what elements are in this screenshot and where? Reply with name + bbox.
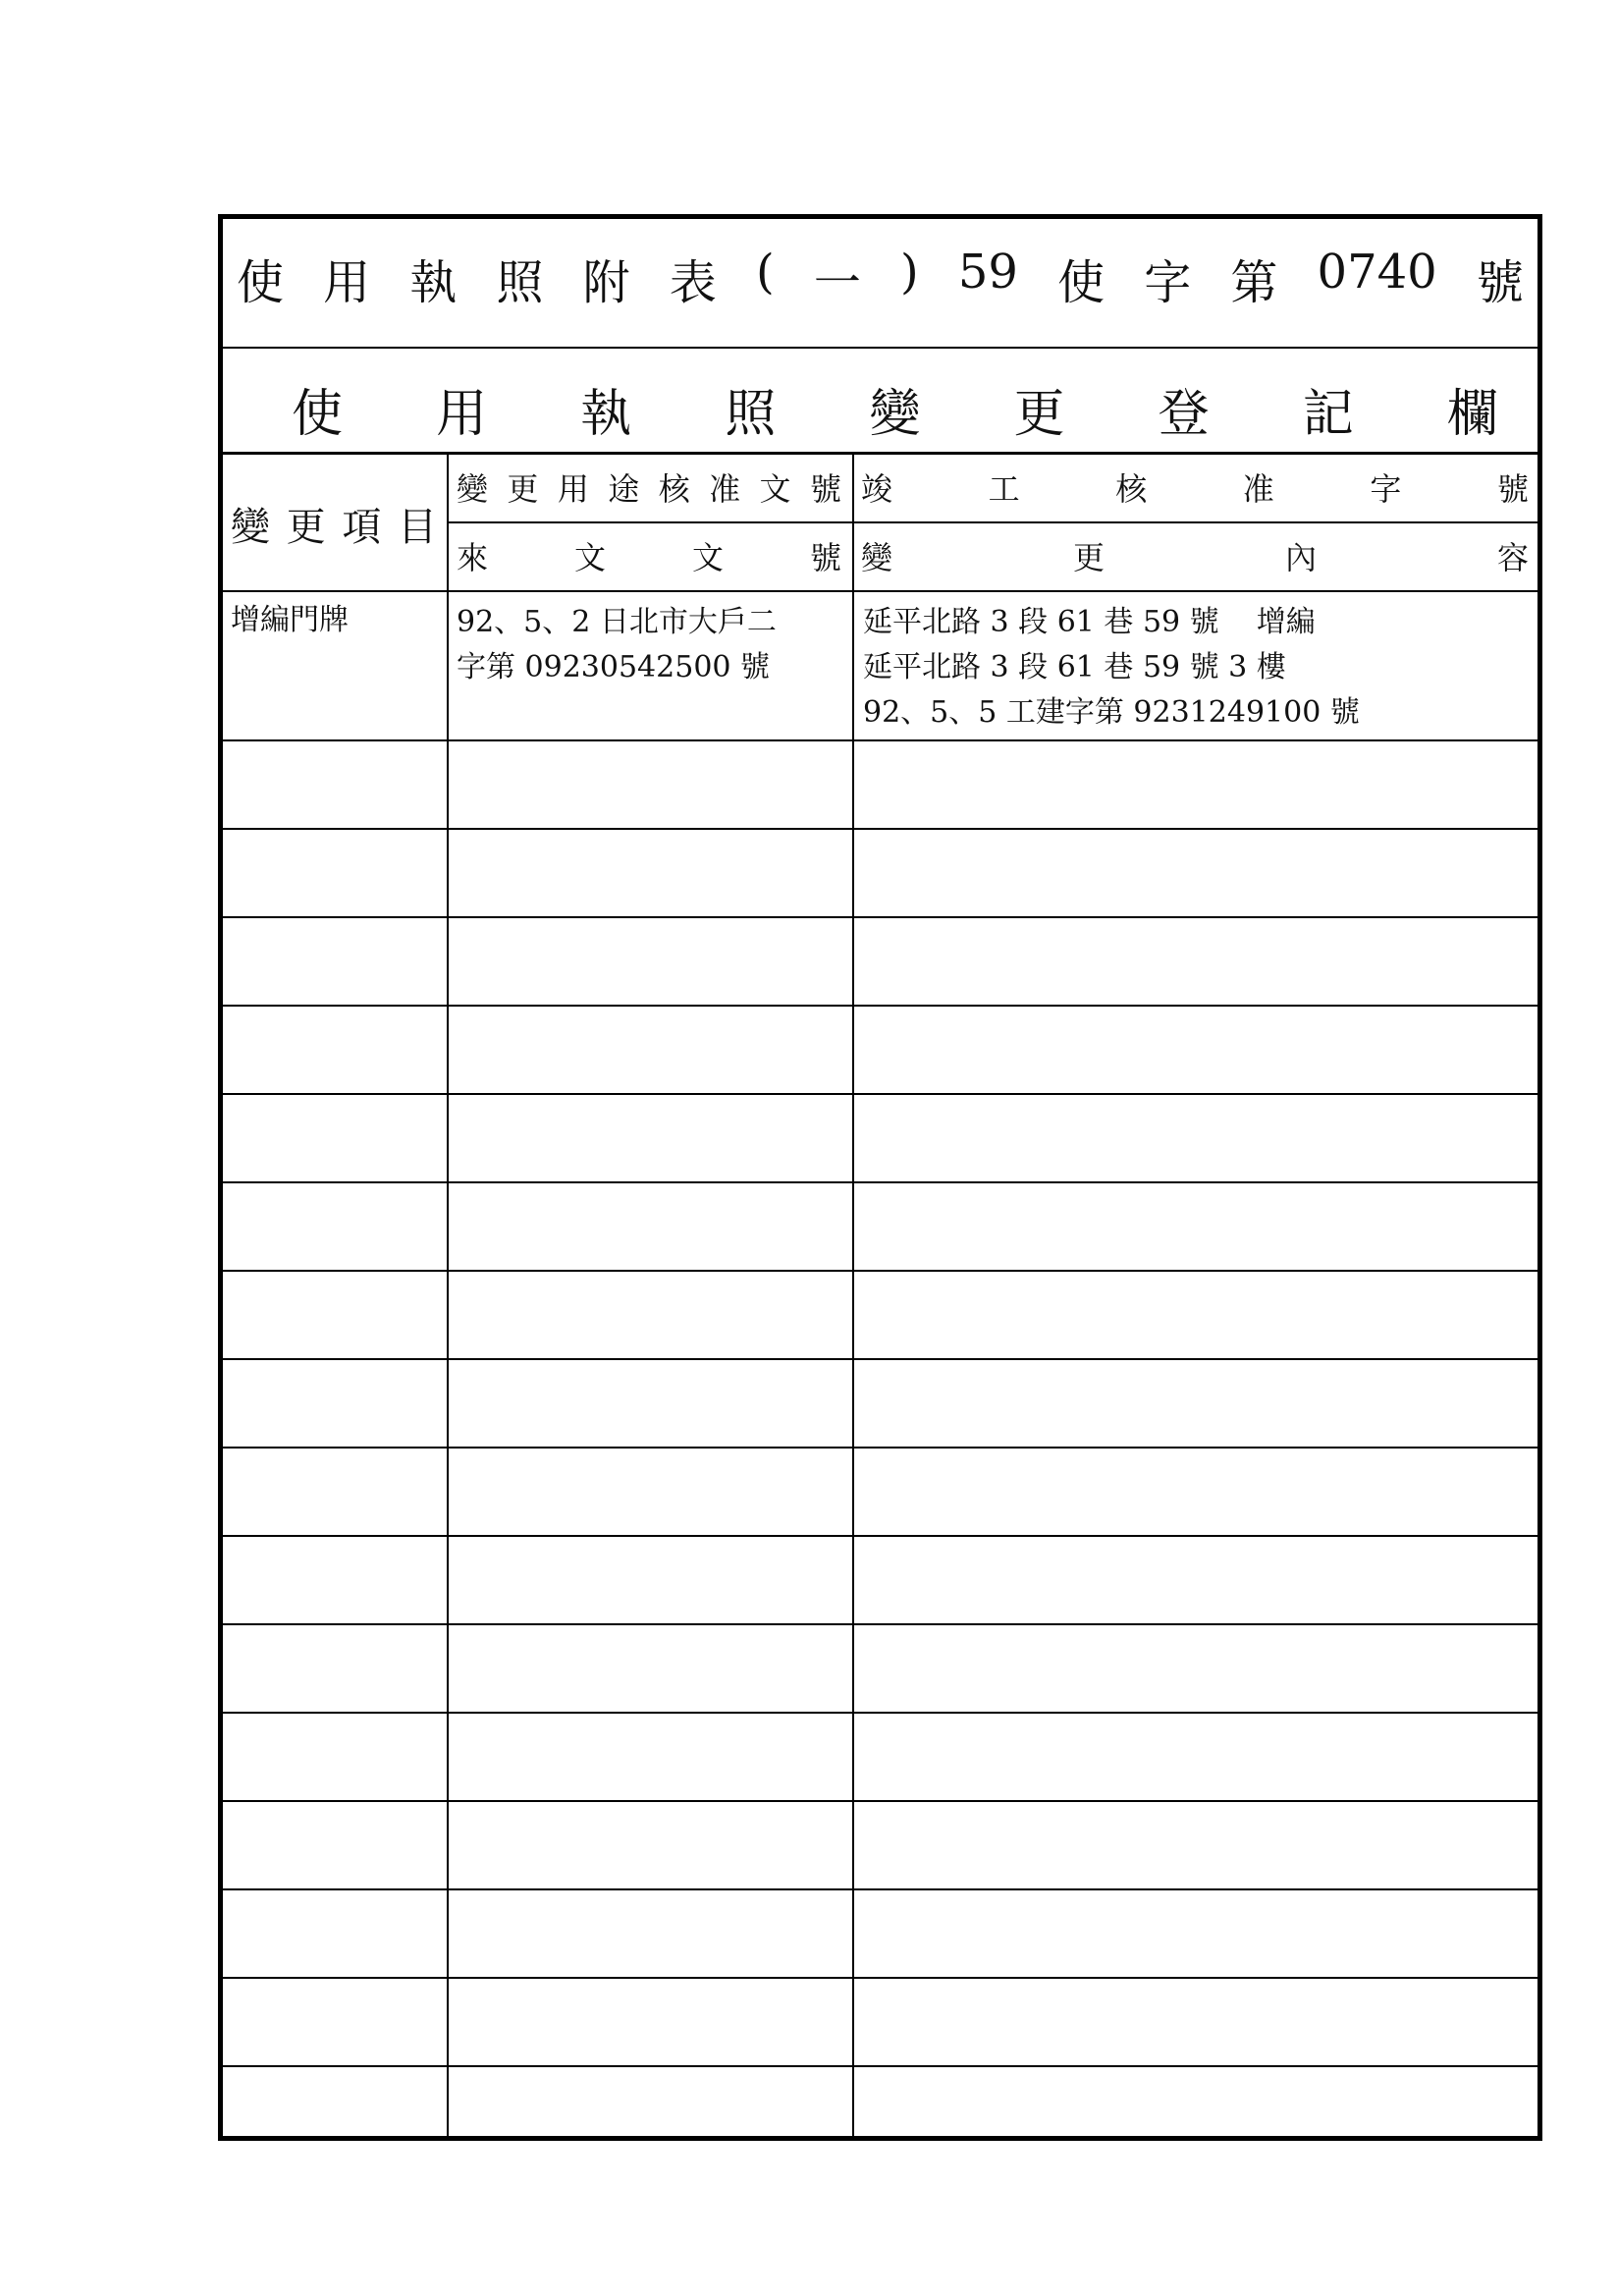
table-row-line: [223, 1888, 1537, 1890]
form-title: [237, 245, 1524, 312]
subtitle-char: 執: [580, 385, 632, 444]
header-char: 變: [861, 539, 893, 576]
header-char: 文: [691, 539, 724, 576]
title-char: 一: [813, 255, 861, 310]
header-char: 更: [507, 470, 539, 508]
table-row-line: [223, 739, 1537, 741]
table-row-line: [223, 916, 1537, 918]
header-char: 容: [1496, 539, 1529, 576]
header-char: 文: [759, 470, 791, 508]
title-char: (: [755, 245, 775, 300]
header-char: 核: [1115, 470, 1148, 508]
title-char: 0740: [1317, 245, 1437, 300]
title-char: 附: [582, 255, 630, 310]
subtitle-char: 登: [1158, 385, 1210, 444]
table-row-line: [223, 1447, 1537, 1449]
subtitle-char: 照: [725, 385, 777, 444]
table-header: [223, 455, 1537, 592]
subtitle-char: 記: [1302, 385, 1354, 444]
header-char: 准: [709, 470, 741, 508]
title-char: 照: [496, 255, 544, 310]
title-char: 59: [957, 245, 1018, 300]
table-row-line: [223, 1093, 1537, 1095]
header-char: 竣: [861, 470, 893, 508]
header-char: 號: [809, 539, 841, 576]
table-row-line: [223, 1358, 1537, 1360]
subtitle-char: 用: [436, 385, 488, 444]
table-row-line: [223, 828, 1537, 830]
table-row-line: [223, 1800, 1537, 1802]
table-row-line: [223, 1181, 1537, 1183]
header-completion-number: [861, 465, 1529, 510]
subtitle-char: 變: [869, 385, 921, 444]
header-char: 項: [342, 505, 382, 550]
table-row-line: [223, 1977, 1537, 1979]
header-char: 號: [809, 470, 841, 508]
form-subtitle: [292, 372, 1498, 446]
row-doc-line: 92、5、2 日北市大戶二: [457, 605, 777, 639]
header-change-item: [231, 496, 437, 552]
header-char: 准: [1242, 470, 1274, 508]
row-doc-line: 字第 09230542500 號: [457, 650, 771, 684]
table-row-line: [223, 1623, 1537, 1625]
header-char: 文: [573, 539, 606, 576]
header-char: 變: [231, 505, 270, 550]
title-char: 表: [669, 255, 717, 310]
title-char: ): [899, 245, 919, 300]
title-char: 使: [237, 255, 285, 310]
title-char: 字: [1144, 255, 1192, 310]
subtitle-char: 使: [292, 385, 344, 444]
header-char: 更: [1072, 539, 1105, 576]
title-char: 使: [1057, 255, 1106, 310]
header-char: 號: [1496, 470, 1529, 508]
header-char: 用: [557, 470, 589, 508]
header-char: 核: [658, 470, 690, 508]
table-row-line: [223, 1270, 1537, 1272]
header-char: 字: [1370, 470, 1402, 508]
subtitle-char: 更: [1013, 385, 1065, 444]
subtitle-char: 欄: [1446, 385, 1498, 444]
column-divider: [852, 592, 854, 2136]
title-char: 第: [1230, 255, 1278, 310]
header-char: 目: [397, 505, 437, 550]
header-change-content: [861, 533, 1529, 578]
form-subtitle-row: [223, 349, 1537, 455]
header-char: 更: [286, 505, 326, 550]
title-char: 用: [323, 255, 371, 310]
row-content-line: 92、5、5 工建字第 9231249100 號: [863, 695, 1360, 730]
header-incoming-number: [457, 533, 841, 578]
license-form: [218, 214, 1542, 2141]
title-char: 號: [1476, 255, 1524, 310]
header-char: 變: [457, 470, 489, 508]
header-char: 途: [608, 470, 640, 508]
table-row-line: [223, 1005, 1537, 1007]
row-item: 增編門牌: [231, 603, 349, 637]
table-row-line: [223, 1712, 1537, 1714]
row-content-line: 延平北路 3 段 61 巷 59 號 3 樓: [863, 650, 1286, 684]
form-title-row: [223, 219, 1537, 349]
title-char: 執: [409, 255, 458, 310]
header-char: 工: [988, 470, 1020, 508]
row-content-line: 延平北路 3 段 61 巷 59 號 增編: [863, 605, 1316, 639]
column-divider: [447, 592, 449, 2136]
header-approval-number: [457, 465, 841, 510]
header-char: 內: [1284, 539, 1317, 576]
table-row-line: [223, 1535, 1537, 1537]
table-row-line: [223, 2065, 1537, 2067]
header-char: 來: [457, 539, 489, 576]
